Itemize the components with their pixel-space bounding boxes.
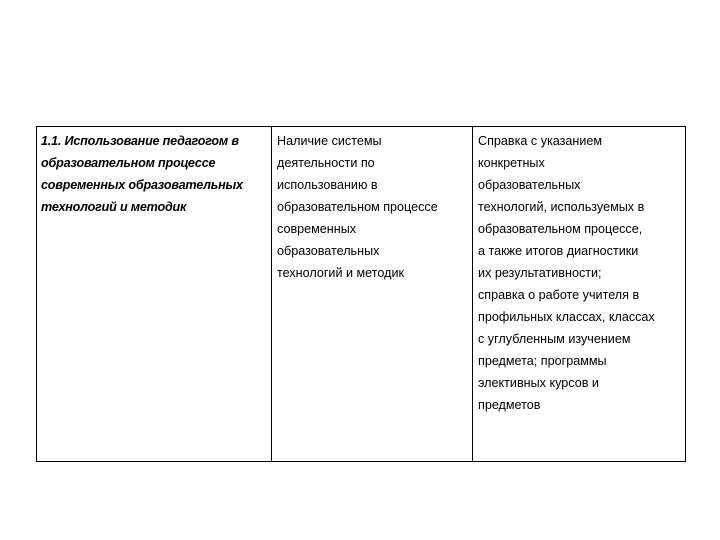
evidence-line: элективных курсов и — [478, 376, 599, 390]
evidence-line: а также итогов диагностики — [478, 244, 639, 258]
indicator-line: современных — [277, 222, 357, 236]
criterion-line: технологий и методик — [41, 200, 187, 214]
indicator-line: использованию в — [277, 178, 378, 192]
indicator-line: технологий и методик — [277, 266, 405, 280]
criterion-line: современных образовательных — [41, 178, 243, 192]
indicator-line: образовательном процессе — [277, 200, 438, 214]
criteria-table — [36, 126, 686, 462]
evidence-line: предметов — [478, 398, 541, 412]
evidence-line: справка о работе учителя в — [478, 288, 640, 302]
evidence-line: с углубленным изучением — [478, 332, 631, 346]
evidence-line: образовательном процессе, — [478, 222, 643, 236]
criterion-line: 1.1. Использование педагогом в — [41, 134, 239, 148]
evidence-line: предмета; программы — [478, 354, 607, 368]
indicator-line: образовательных — [277, 244, 380, 258]
indicator-line: деятельности по — [277, 156, 375, 170]
evidence-line: профильных классах, классах — [478, 310, 655, 324]
evidence-line: их результативности; — [478, 266, 602, 280]
evidence-line: образовательных — [478, 178, 581, 192]
criterion-line: образовательном процессе — [41, 156, 216, 170]
evidence-cell — [473, 127, 685, 461]
evidence-line: технологий, используемых в — [478, 200, 645, 214]
evidence-line: Справка с указанием — [478, 134, 603, 148]
criterion-cell — [37, 127, 272, 461]
indicator-cell — [272, 127, 473, 461]
evidence-line: конкретных — [478, 156, 545, 170]
indicator-line: Наличие системы — [277, 134, 382, 148]
